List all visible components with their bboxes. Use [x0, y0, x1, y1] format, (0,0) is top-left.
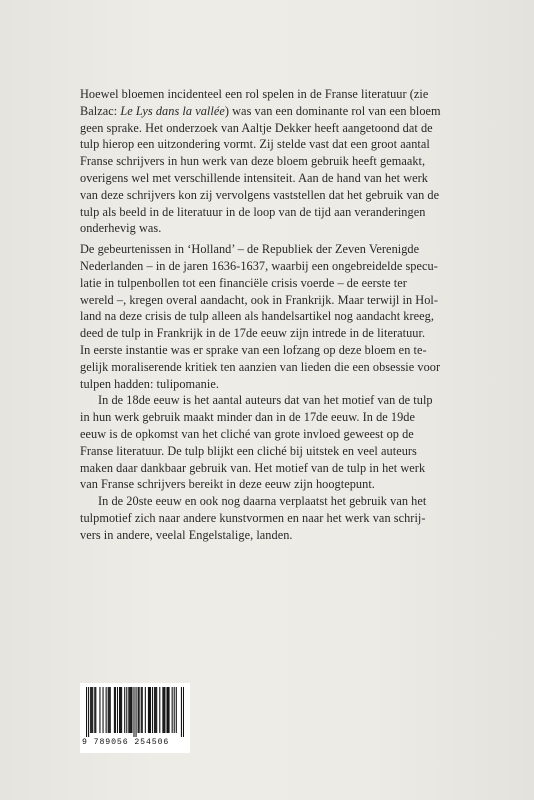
barcode-bar [110, 687, 111, 733]
barcode-bar [152, 687, 153, 733]
text-line: tulp hierop een uitzondering vormt. Zij stelde vast dat een groot aantal [80, 137, 430, 152]
isbn-number: 9 789056 254506 [82, 738, 170, 747]
barcode-bar [91, 687, 92, 733]
isbn-barcode [80, 683, 190, 753]
barcode-bar [103, 687, 104, 733]
barcode-bar [176, 687, 177, 733]
text-line: In de 20ste eeuw en ook nog daarna verplaatst het gebruik van het [98, 494, 427, 509]
barcode-bar [88, 687, 89, 737]
barcode-bar [154, 687, 155, 733]
barcode-bar [106, 687, 107, 733]
barcode-bar [150, 687, 151, 733]
text-line: gelijk moraliserende kritiek ten aanzien van lieden die een obsessie voor [80, 359, 441, 374]
barcode-bar [124, 687, 125, 733]
text-line: Franse schrijvers in hun werk van deze bloem gebruik heeft gemaakt, [80, 154, 426, 169]
barcode-bar [136, 687, 137, 737]
text-line: van deze schrijvers kon zij vervolgens vaststellen dat het gebruik van de [80, 187, 440, 202]
text-line: onderhevig was. [80, 221, 162, 236]
barcode-bar [119, 687, 120, 733]
text-line: maken daar dankbaar gebruik van. Het motief van de tulp in het werk [80, 460, 426, 475]
text-line: geen sprake. Het onderzoek van Aaltje Dekker heeft aangetoond dat de [80, 120, 433, 135]
barcode-bar [126, 687, 127, 733]
barcode-bar [131, 687, 132, 733]
text-line: Hoewel bloemen incidenteel een rol spelen in de Franse literatuur (zie [80, 87, 429, 101]
blurb-text [80, 86, 466, 544]
barcode-bar [166, 687, 167, 733]
barcode-bar [139, 687, 140, 733]
barcode-bar [167, 687, 168, 733]
barcode-bar [183, 687, 184, 737]
barcode-bar [114, 687, 115, 733]
barcode-bar [174, 687, 175, 733]
text-line: tulp als beeld in de literatuur in de loop van de tijd aan veranderingen [80, 204, 426, 219]
text-line: land na deze crisis de tulp alleen als handelsartikel nog aandacht kreeg, [80, 309, 434, 324]
barcode-bar [138, 687, 139, 733]
barcode-bar [109, 687, 110, 733]
text-line: wereld –, kregen overal aandacht, ook in Frankrijk. Maar terwijl in Hol- [80, 292, 439, 307]
barcode-bar [92, 687, 93, 733]
text-line: In de 18de eeuw is het aantal auteurs dat van het motief van de tulp [98, 393, 433, 408]
paragraph-2 [80, 241, 466, 392]
text-line: tulpen hadden: tulipomanie. [80, 376, 219, 391]
barcode-bar [115, 687, 116, 733]
paragraph-3 [80, 392, 466, 493]
text-line: In eerste instantie was er sprake van een lofzang op deze bloem en te- [80, 342, 427, 357]
barcode-bar [142, 687, 143, 733]
barcode-bar [117, 687, 118, 733]
barcode-bars [86, 687, 184, 737]
text-line: latie in tulpenbollen tot een financiële crisis voerde – de eerste ter [80, 275, 407, 290]
text-line: overigens wel met verschillende intensiteit. Aan de hand van het werk [80, 170, 428, 185]
barcode-bar [155, 687, 156, 733]
text-line: in hun werk gebruik maakt minder dan in de 17de eeuw. In de 19de [80, 410, 415, 425]
barcode-bar [90, 687, 91, 733]
barcode-bar [145, 687, 146, 733]
barcode-bar [108, 687, 109, 733]
barcode-bar [162, 687, 163, 733]
barcode-bar [120, 687, 121, 733]
text-line: Nederlanden – in de jaren 1636-1637, waarbij een ongebreidelde specu- [80, 258, 438, 273]
barcode-bar [169, 687, 170, 733]
paragraph-4 [80, 493, 466, 543]
barcode-bar [172, 687, 173, 733]
barcode-bar [99, 687, 100, 733]
text-line: Franse literatuur. De tulp blijkt een cliché bij uitstek en veel auteurs [80, 443, 417, 458]
barcode-bar [121, 687, 122, 733]
text-line: De gebeurtenissen in ‘Holland’ – de Republiek der Zeven Verenigde [80, 242, 420, 257]
barcode-bar [95, 687, 96, 733]
barcode-bar [141, 687, 142, 733]
text-line: van Franse schrijvers bereikt in deze eeuw zijn hoogtepunt. [80, 477, 375, 492]
barcode-bar [181, 687, 182, 737]
barcode-bar [94, 687, 95, 733]
barcode-bar [128, 687, 129, 733]
barcode-bar [156, 687, 157, 733]
barcode-bar [86, 687, 87, 737]
barcode-bar [129, 687, 130, 733]
text-line: tulpmotief zich naar andere kunstvormen en naar het werk van schrij- [80, 510, 426, 525]
barcode-bar [148, 687, 149, 733]
barcode-bar [133, 687, 134, 737]
book-title-italic: Le Lys dans la vallée [120, 103, 225, 118]
barcode-bar [163, 687, 164, 733]
barcode-bar [130, 687, 131, 733]
text-line: vers in andere, veelal Engelstalige, landen. [80, 527, 293, 542]
text-line: eeuw is de opkomst van het cliché van grote invloed geweest op de [80, 426, 414, 441]
paragraph-1 [80, 86, 466, 237]
barcode-bar [149, 687, 150, 733]
barcode-bar [164, 687, 165, 733]
text-line: deed de tulp in Frankrijk in de 17de eeuw zijn intrede in de literatuur. [80, 326, 426, 341]
barcode-bar [159, 687, 160, 733]
text-line: Balzac: Le Lys dans la vallée) was van een dominante rol van een bloem [80, 103, 441, 118]
